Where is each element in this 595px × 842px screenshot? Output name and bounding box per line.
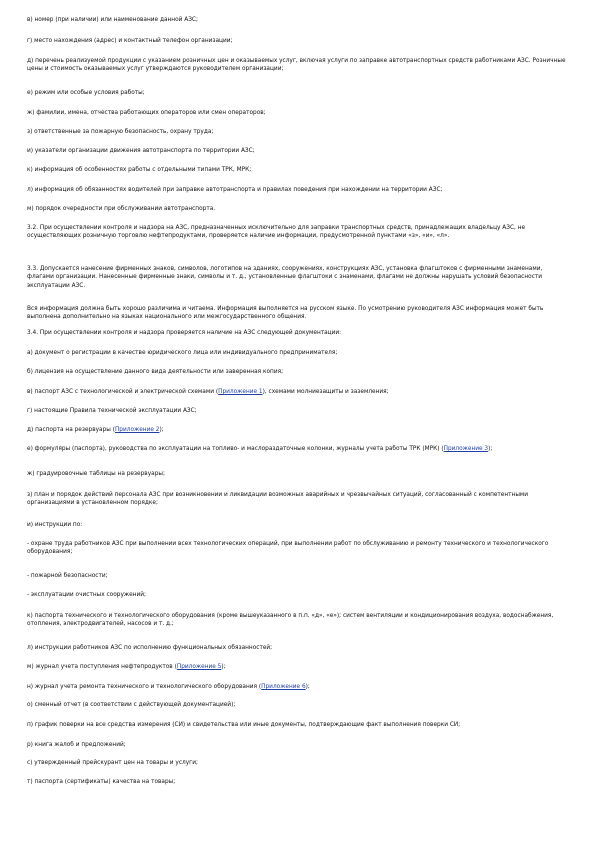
paragraph (27, 329, 567, 337)
appendix-link[interactable]: Приложение 2 (114, 427, 160, 433)
paragraph (27, 701, 567, 709)
paragraph-text: 3.3. Допускается нанесение фирменных знаков, символов, логотипов на зданиях, сооружениях, конструкциях АЗС, установка флагштоков с фирменными знаменами, флагами организации. Нанесенные фирменные знаки, символы и т. д., установленные флагштоки с знаменами, флагами не должны нарушать условий безопасности эксплуатации АЗС. (27, 266, 543, 289)
appendix-link[interactable]: Приложение 3 (443, 446, 489, 452)
paragraph-text: 3.2. При осуществлении контроля и надзора на АЗС, предназначенных исключительно для заправки транспортных средств, принадлежащих владельцу АЗС, не осуществляющих розничную торговлю нефтепродуктами, проверяется наличие информации, предусмотренной пунктами «з», «и», «л». (27, 225, 526, 240)
paragraph-text: г) настоящие Правила технической эксплуатации АЗС; (27, 408, 197, 414)
paragraph-text: н) журнал учета ремонта технического и технологического оборудования ( (27, 684, 262, 690)
paragraph-text: - эксплуатации очистных сооружений; (27, 592, 146, 598)
paragraph (27, 540, 567, 557)
paragraph-text: - охране труда работников АЗС при выполнении всех технологических операций, при выполнении работ по обслуживанию и ремонту технического и технологического оборудования; (27, 541, 549, 556)
paragraph (27, 407, 567, 415)
paragraph-text: ); (159, 427, 164, 433)
paragraph (27, 572, 567, 580)
paragraph-text: л) инструкции работников АЗС по исполнению функциональных обязанностей; (27, 645, 273, 651)
paragraph (27, 612, 567, 629)
paragraph (27, 470, 567, 478)
paragraph-text: ж) фамилии, имена, отчества работающих операторов или смен операторов; (27, 110, 266, 116)
paragraph-text: т) паспорта (сертификаты) качества на товары; (27, 779, 176, 785)
paragraph-text: е) формуляры (паспорта), руководства по эксплуатации на топливо- и маслораздаточные колонки, журналы учета работы ТРК (МРК) ( (27, 446, 444, 452)
paragraph-text: б) лицензия на осуществление данного вида деятельности или заверенная копия; (27, 369, 284, 375)
appendix-link[interactable]: Приложение 6 (261, 684, 306, 690)
paragraph-text: и) указатели организации движения автотранспорта по территории АЗС; (27, 148, 255, 154)
paragraph (27, 128, 567, 136)
appendix-link[interactable]: Приложение 5 (176, 664, 222, 670)
paragraph-text: е) режим или особые условия работы; (27, 90, 145, 96)
paragraph (27, 759, 567, 767)
paragraph-text: 3.4. При осуществлении контроля и надзора проверяется наличие на АЗС следующей документации: (27, 330, 342, 336)
paragraph-text: м) порядок очередности при обслуживании автотранспорта. (27, 206, 216, 212)
paragraph-text: м) журнал учета поступления нефтепродуктов ( (27, 664, 177, 670)
paragraph (27, 445, 567, 453)
paragraph (27, 663, 567, 671)
paragraph (27, 37, 567, 45)
paragraph (27, 644, 567, 652)
paragraph-text: з) план и порядок действий персонала АЗС при возникновении и ликвидации возможных аварийных и чрезвычайных ситуаций, согласованный с компетентными организациями в установленном порядке; (27, 492, 529, 507)
paragraph (27, 388, 567, 396)
paragraph-text: ж) градуировочные таблицы на резервуары; (27, 471, 165, 477)
paragraph (27, 721, 567, 729)
paragraph (27, 349, 567, 357)
paragraph-text: и) инструкции по: (27, 522, 83, 528)
paragraph-text: в) номер (при наличии) или наименование данной АЗС; (27, 17, 198, 23)
paragraph-text: к) паспорта технического и технологического оборудования (кроме вышеуказанного в п.п. «д», «е»); систем вентиляции и кондиционирования воздуха, водоснабжения, отопления, электродвигателей, насосов и т. д.; (27, 613, 554, 628)
paragraph (27, 186, 567, 194)
paragraph-text: ), схемами молниезащиты и заземления; (262, 389, 389, 395)
paragraph (27, 591, 567, 599)
paragraph (27, 368, 567, 376)
paragraph (27, 521, 567, 529)
paragraph-text: п) график поверки на все средства измерения (СИ) и свидетельства или иные документы, подтверждающие факт выполнения поверки СИ; (27, 722, 461, 728)
paragraph-text: ); (305, 684, 310, 690)
paragraph (27, 491, 567, 508)
paragraph (27, 57, 567, 74)
paragraph (27, 265, 567, 290)
paragraph (27, 16, 567, 24)
paragraph (27, 89, 567, 97)
paragraph-text: о) сменный отчет (в соответствии с действующей документацией); (27, 702, 236, 708)
paragraph-text: г) место нахождения (адрес) и контактный телефон организации; (27, 38, 233, 44)
paragraph (27, 166, 567, 174)
paragraph (27, 683, 567, 691)
paragraph (27, 109, 567, 117)
paragraph-text: - пожарной безопасности; (27, 573, 108, 579)
paragraph-text: с) утвержденный прейскурант цен на товары и услуги; (27, 760, 198, 766)
paragraph-text: в) паспорт АЗС с технологической и электрической схемами ( (27, 389, 219, 395)
paragraph-text: к) информация об особенностях работы с отдельными типами ТРК, МРК; (27, 167, 252, 173)
paragraph (27, 778, 567, 786)
paragraph (27, 741, 567, 749)
paragraph-text: д) паспорта на резервуары ( (27, 427, 115, 433)
paragraph-text: ); (488, 446, 493, 452)
paragraph-text: з) ответственные за пожарную безопасность, охрану труда; (27, 129, 214, 135)
paragraph-text: Вся информация должна быть хорошо различима и читаема. Информация выполняется на русском языке. По усмотрению руководителя АЗС информация может быть выполнена дополнительно на языках национального или межгосударственного общения. (27, 306, 544, 321)
paragraph (27, 426, 567, 434)
paragraph-text: л) информация об обязанностях водителей при заправке автотранспорта и правилах поведения при нахождении на территории АЗС; (27, 187, 443, 193)
paragraph-text: а) документ о регистрации в качестве юридического лица или индивидуального предпринимателя; (27, 350, 338, 356)
paragraph (27, 305, 567, 322)
paragraph-text: д) перечень реализуемой продукции с указанием розничных цен и оказываемых услуг, включая услуги по заправке автотранспортных средств работниками АЗС. Розничные цены и стоимость оказываемых услуг утверждаются руководителем организации; (27, 58, 566, 73)
appendix-link[interactable]: Приложение 1 (218, 389, 263, 395)
paragraph-text: ); (221, 664, 226, 670)
paragraph (27, 224, 567, 241)
paragraph (27, 147, 567, 155)
paragraph (27, 205, 567, 213)
paragraph-text: р) книга жалоб и предложений; (27, 742, 126, 748)
